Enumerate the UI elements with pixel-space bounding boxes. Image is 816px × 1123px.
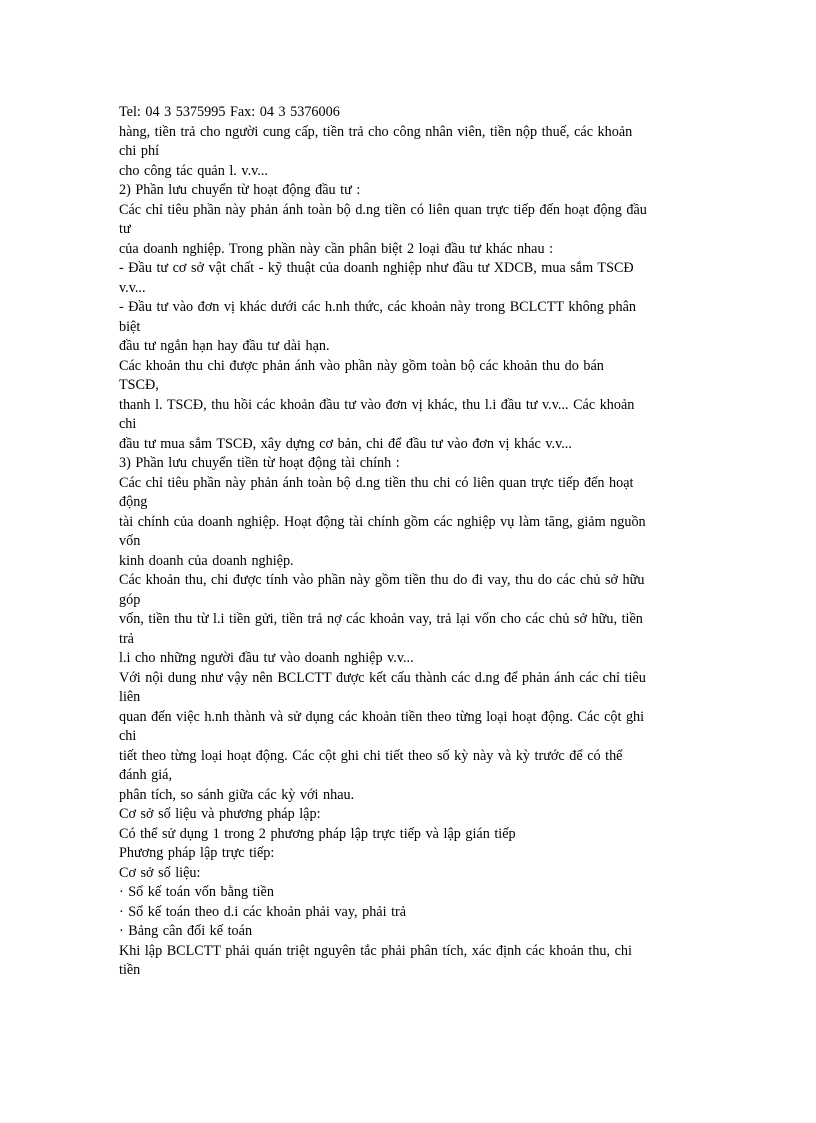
text-line: Các khoản thu, chi được tính vào phần này gồm tiền thu do đi vay, thu do các chủ sở hữu bbox=[119, 572, 645, 588]
text-line: đánh giá, bbox=[119, 767, 173, 783]
text-line: - Đầu tư cơ sở vật chất - kỹ thuật của doanh nghiệp như đầu tư XDCB, mua sắm TSCĐ bbox=[119, 260, 634, 276]
text-line: TSCĐ, bbox=[119, 377, 159, 393]
text-line: tiền bbox=[119, 962, 141, 978]
text-line: 2) Phần lưu chuyển từ hoạt động đầu tư : bbox=[119, 182, 361, 198]
text-line: Các chỉ tiêu phần này phản ánh toàn bộ d.ng tiền có liên quan trực tiếp đến hoạt động đầu bbox=[119, 201, 647, 218]
document-body bbox=[119, 103, 699, 981]
text-line: 3) Phần lưu chuyển tiền từ hoạt động tài chính : bbox=[119, 455, 400, 471]
text-line: của doanh nghiệp. Trong phần này cần phân biệt 2 loại đầu tư khác nhau : bbox=[119, 240, 554, 257]
text-line: · Sổ kế toán theo d.i các khoản phải vay, phải trả bbox=[119, 903, 407, 920]
text-line: Tel: 04 3 5375995 Fax: 04 3 5376006 bbox=[119, 104, 340, 120]
text-line: Các khoản thu chi được phản ánh vào phần này gồm toàn bộ các khoản thu do bán bbox=[119, 357, 604, 374]
text-line: thanh l. TSCĐ, thu hồi các khoản đầu tư vào đơn vị khác, thu l.i đầu tư v.v... Các khoản bbox=[119, 396, 635, 413]
text-line: đầu tư mua sắm TSCĐ, xây dựng cơ bản, chi để đầu tư vào đơn vị khác v.v... bbox=[119, 435, 572, 452]
text-line: - Đầu tư vào đơn vị khác dưới các h.nh thức, các khoản này trong BCLCTT không phân bbox=[119, 299, 636, 315]
text-line: chi bbox=[119, 728, 137, 744]
text-line: Với nội dung như vậy nên BCLCTT được kết cấu thành các d.ng để phản ánh các chỉ tiêu bbox=[119, 669, 646, 686]
text-line: v.v... bbox=[119, 279, 146, 296]
text-line: đầu tư ngắn hạn hay đầu tư dài hạn. bbox=[119, 338, 330, 354]
text-line: kinh doanh của doanh nghiệp. bbox=[119, 552, 294, 569]
text-line: Có thể sử dụng 1 trong 2 phương pháp lập trực tiếp và lập gián tiếp bbox=[119, 825, 516, 842]
text-line: vốn, tiền thu từ l.i tiền gửi, tiền trả nợ các khoản vay, trả lại vốn cho các chủ sở hữu, tiền bbox=[119, 611, 643, 627]
text-line: chi bbox=[119, 416, 137, 432]
text-line: chi phí bbox=[119, 143, 160, 159]
text-line: Phương pháp lập trực tiếp: bbox=[119, 845, 275, 861]
text-line: l.i cho những người đầu tư vào doanh nghiệp v.v... bbox=[119, 650, 414, 666]
text-line: Cơ sở số liệu: bbox=[119, 864, 201, 881]
text-line: · Sổ kế toán vốn bằng tiền bbox=[119, 884, 274, 900]
text-line: cho công tác quản l. v.v... bbox=[119, 162, 268, 179]
text-line: quan đến việc h.nh thành và sử dụng các khoản tiền theo từng loại hoạt động. Các cột ghi bbox=[119, 708, 645, 725]
text-line: Cơ sở số liệu và phương pháp lập: bbox=[119, 806, 321, 822]
text-line: góp bbox=[119, 591, 141, 608]
text-line: · Bảng cân đối kế toán bbox=[119, 923, 253, 939]
text-line: Các chỉ tiêu phần này phản ánh toàn bộ d.ng tiền thu chi có liên quan trực tiếp đến hoạt bbox=[119, 474, 634, 491]
text-line: hàng, tiền trả cho người cung cấp, tiền trả cho công nhân viên, tiền nộp thuế, các khoản bbox=[119, 123, 633, 140]
text-line: tài chính của doanh nghiệp. Hoạt động tài chính gồm các nghiệp vụ làm tăng, giảm nguồn bbox=[119, 513, 646, 530]
text-line: tiết theo từng loại hoạt động. Các cột ghi chi tiết theo số kỳ này và kỳ trước để có thể bbox=[119, 747, 623, 764]
text-line: động bbox=[119, 494, 148, 510]
text-line: tư bbox=[119, 221, 131, 237]
text-line: vốn bbox=[119, 533, 141, 549]
text-line: phân tích, so sánh giữa các kỳ với nhau. bbox=[119, 786, 355, 803]
text-line: biệt bbox=[119, 318, 141, 335]
text-line: liên bbox=[119, 689, 141, 705]
text-line: trả bbox=[119, 630, 134, 647]
text-line: Khi lập BCLCTT phải quán triệt nguyên tắc phải phân tích, xác định các khoản thu, chi bbox=[119, 942, 632, 959]
